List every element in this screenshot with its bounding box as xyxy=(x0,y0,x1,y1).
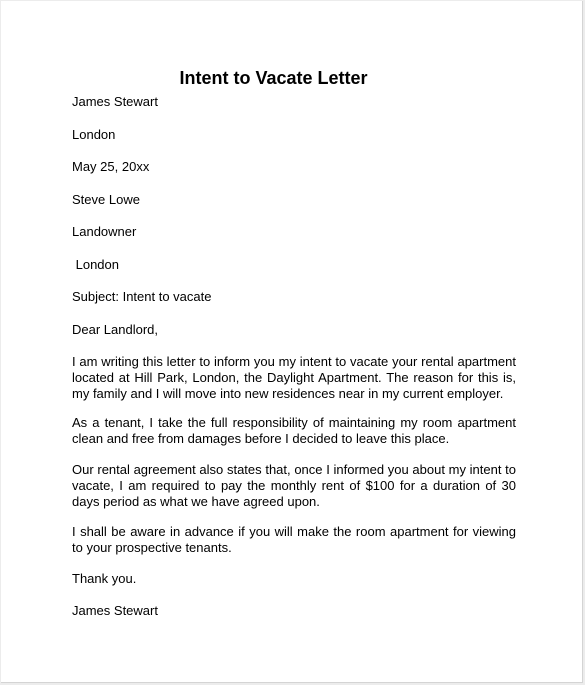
sender-name: James Stewart xyxy=(72,94,158,109)
signature: James Stewart xyxy=(72,603,158,618)
letter-date: May 25, 20xx xyxy=(72,159,150,174)
body-paragraph: I am writing this letter to inform you my intent to vacate your rental apartment located at Hill Park, London, the Daylight Apartment. The reason for this is, my family and I will move into new residences near in my current employer. xyxy=(72,354,516,401)
recipient-role: Landowner xyxy=(72,224,137,239)
closing: Thank you. xyxy=(72,571,137,586)
body-paragraph: Our rental agreement also states that, once I informed you about my intent to vacate, I am required to pay the monthly rent of $100 for a duration of 30 days period as what we have agreed upon. xyxy=(72,462,516,509)
letter-page xyxy=(1,1,583,683)
recipient-name: Steve Lowe xyxy=(72,192,140,207)
sender-city: London xyxy=(72,127,116,142)
body-paragraph: I shall be aware in advance if you will make the room apartment for viewing to your prospective tenants. xyxy=(72,524,516,555)
letter-title: Intent to Vacate Letter xyxy=(179,68,368,88)
body-paragraph: As a tenant, I take the full responsibility of maintaining my room apartment clean and free from damages before I decided to leave this place. xyxy=(72,415,516,446)
recipient-city: London xyxy=(72,257,119,272)
letter-subject: Subject: Intent to vacate xyxy=(72,289,212,304)
salutation: Dear Landlord, xyxy=(72,322,158,337)
